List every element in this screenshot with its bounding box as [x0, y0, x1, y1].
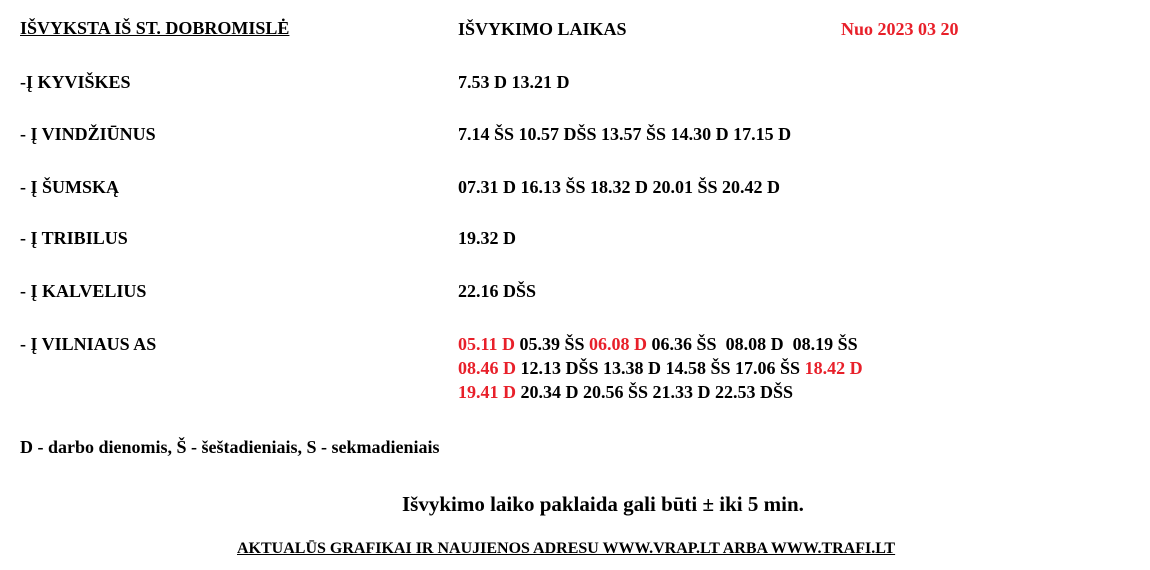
departure-time-text: 12.13 DŠS 13.38 D 14.58 ŠS 17.06 ŠS	[516, 358, 805, 378]
route-destination: -Į KYVIŠKES	[20, 72, 131, 92]
route-departure-times	[458, 279, 536, 303]
highlighted-departure-time: 19.41 D	[458, 382, 516, 402]
legend-text: D - darbo dienomis, Š - šeštadieniais, S - sekmadieniais	[20, 437, 440, 457]
route-departure-times	[458, 332, 858, 356]
departure-stop-heading: IŠVYKSTA IŠ ST. DOBROMISLĖ	[20, 18, 290, 38]
route-departure-times	[458, 70, 570, 94]
highlighted-departure-time: 18.42 D	[804, 358, 863, 378]
route-departure-times	[458, 356, 863, 380]
route-departure-times	[458, 226, 516, 250]
valid-from-date: Nuo 2023 03 20	[841, 19, 959, 39]
departure-time-text: 07.31 D 16.13 ŠS 18.32 D 20.01 ŠS 20.42 D	[458, 177, 781, 197]
highlighted-departure-time: 05.11 D	[458, 334, 516, 354]
route-destination: - Į VINDŽIŪNUS	[20, 124, 156, 144]
tolerance-note: Išvykimo laiko paklaida gali būti ± iki 5 min.	[402, 492, 804, 516]
departure-time-text: 05.39 ŠS	[515, 334, 590, 354]
route-departure-times	[458, 122, 791, 146]
route-destination: - Į KALVELIUS	[20, 281, 147, 301]
departure-time-text: 06.36 ŠS 08.08 D 08.19 ŠS	[647, 334, 858, 354]
departure-time-text: 7.14 ŠS 10.57 DŠS 13.57 ŠS 14.30 D 17.15 D	[458, 124, 792, 144]
departure-time-text: 19.32 D	[458, 228, 516, 248]
footer-website-note: AKTUALŪS GRAFIKAI IR NAUJIENOS ADRESU WWW.VRAP.LT ARBA WWW.TRAFI.LT	[237, 540, 896, 557]
highlighted-departure-time: 06.08 D	[589, 334, 648, 354]
route-destination: - Į ŠUMSKĄ	[20, 177, 120, 197]
route-destination: - Į TRIBILUS	[20, 228, 128, 248]
departure-time-text: 20.34 D 20.56 ŠS 21.33 D 22.53 DŠS	[516, 382, 794, 402]
route-destination: - Į VILNIAUS AS	[20, 334, 157, 354]
route-departure-times	[458, 175, 780, 199]
departure-time-text: 22.16 DŠS	[458, 281, 537, 301]
highlighted-departure-time: 08.46 D	[458, 358, 516, 378]
departure-time-heading: IŠVYKIMO LAIKAS	[458, 19, 627, 39]
departure-time-text: 7.53 D 13.21 D	[458, 72, 570, 92]
route-departure-times	[458, 380, 793, 404]
